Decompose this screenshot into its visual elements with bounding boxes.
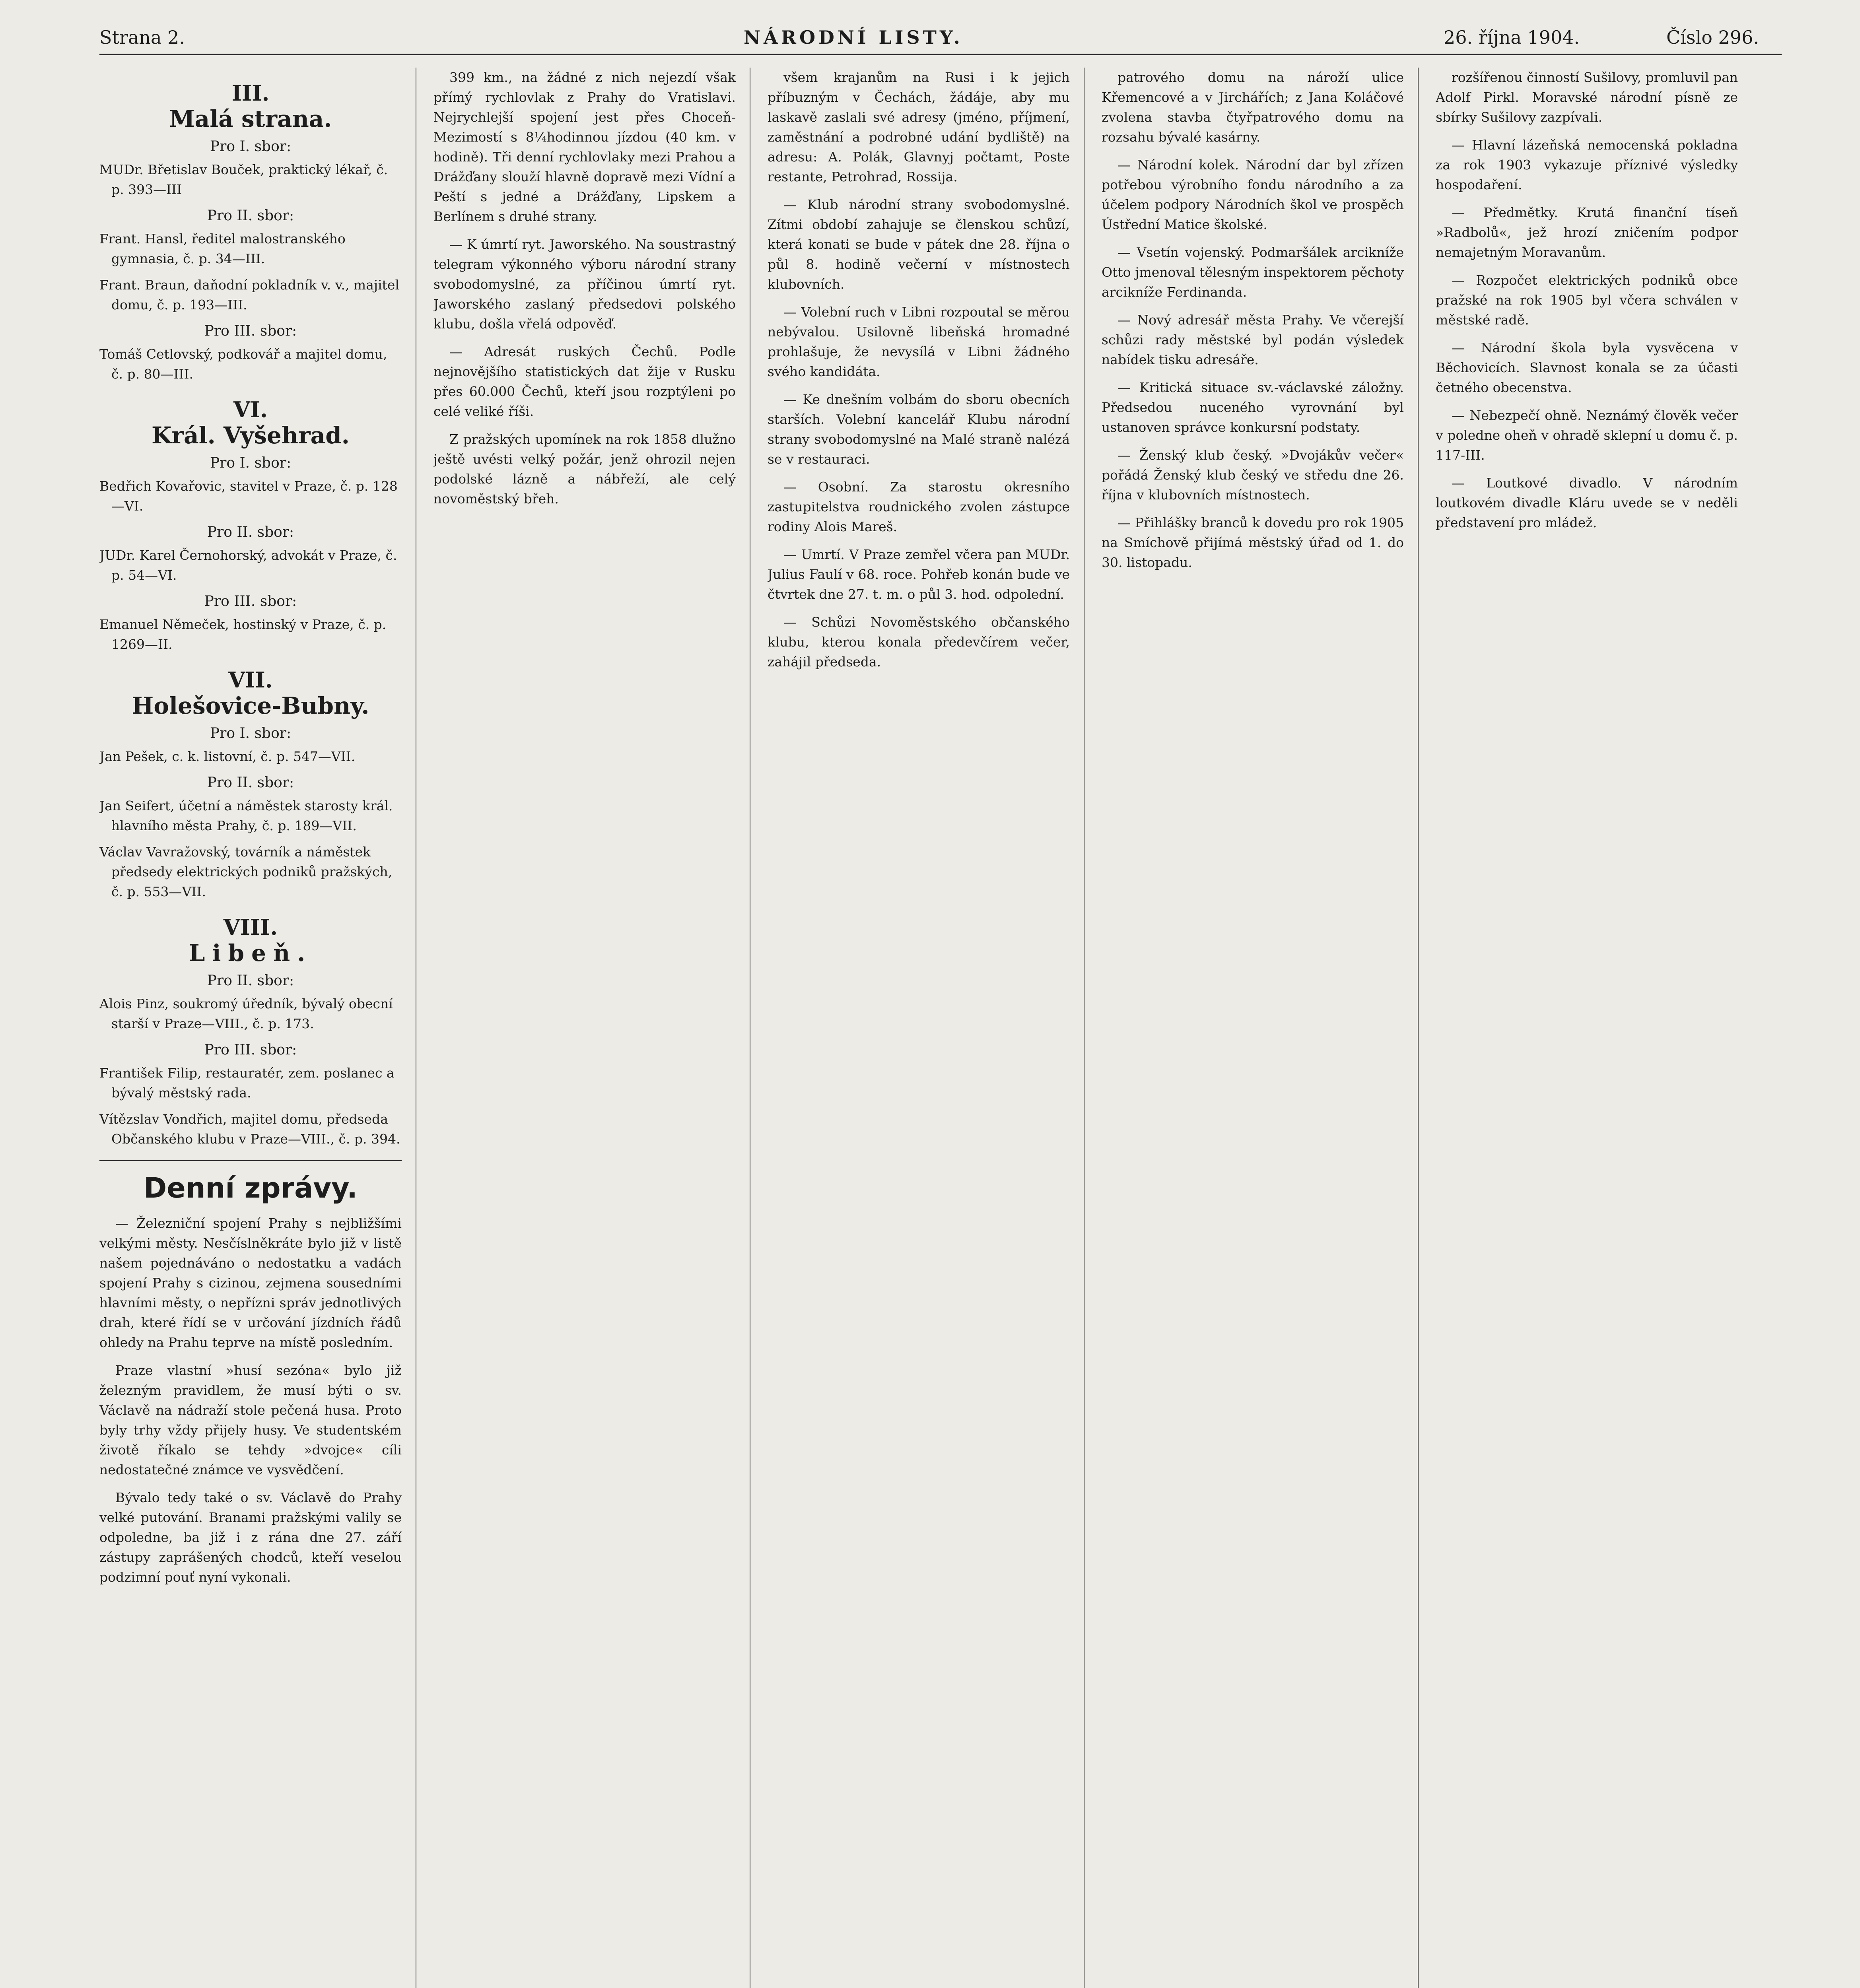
issue-date: 26. října 1904. [1444, 27, 1580, 48]
candidate-entry: Emanuel Němeček, hostinský v Praze, č. p. 1269—II. [99, 617, 387, 652]
news-paragraph: — Klub národní strany svobodomyslné. Zítmi období zahajuje se členskou schůzí, která konati se bude v pátek dne 28. října o půl 8. hodině večerní v místnostech klubovních. [768, 197, 1070, 292]
news-paragraph: — Volební ruch v Libni rozpoutal se měrou nebývalou. Usilovně libeňská hromadné prohlašuje, že nevysílá v Libni žádného svého kandidáta. [768, 304, 1070, 379]
column-rule [1418, 68, 1419, 1988]
news-paragraph: — Umrtí. V Praze zemřel včera pan MUDr. Julius Faulí v 68. roce. Pohřeb konán bude ve čtvrtek dne 27. t. m. o půl 3. hod. odpolední. [768, 547, 1070, 602]
news-paragraph: — Národní kolek. Národní dar byl zřízen potřebou výrobního fondu národního a za účelem podpory Národních škol ve prospěch Ústřední Matice školské. [1102, 157, 1404, 232]
electoral-body-label: Pro II. sbor: [207, 524, 294, 540]
electoral-body-label: Pro II. sbor: [207, 973, 294, 989]
column-rule [1084, 68, 1085, 1988]
news-paragraph: — Národní škola byla vysvěcena v Běchovicích. Slavnost konala se za účasti četného obecenstva. [1436, 340, 1738, 395]
news-paragraph: — Předmětky. Krutá finanční tíseň »Radbolů«, jež hrozí zničením podpor nemajetným Moravanům. [1436, 205, 1738, 260]
news-paragraph: Z pražských upomínek na rok 1858 dlužno ještě uvésti velký požár, jenž ohrozil nejen podolské lázně a nábřeží, ale celý novoměstský břeh. [433, 431, 736, 507]
news-paragraph: — Železniční spojení Prahy s nejbližšími velkými městy. Nesčíslněkráte bylo již v listě našem pojednáváno o nedostatku a vadách spojení Prahy s cizinou, zejmena sousedními hlavními městy, o nepřízni správ jednotlivých drah, které řídí se v určování jízdních řádů ohledy na Prahu teprve na místě posledním. [99, 1215, 402, 1350]
district-numeral: VIII. [223, 914, 278, 940]
news-paragraph: patrového domu na nároží ulice Křemencové a v Jirchářích; z Jana Koláčové zvolena stavba čtyřpatrového domu na rozsahu bývalé kasárny. [1102, 70, 1404, 145]
section-title: Denní zprávy. [144, 1172, 358, 1204]
candidate-entry: Alois Pinz, soukromý úředník, bývalý obecní starší v Praze—VIII., č. p. 173. [99, 996, 393, 1031]
electoral-body-label: Pro III. sbor: [204, 1042, 297, 1058]
candidate-entry: Jan Seifert, účetní a náměstek starosty král. hlavního města Prahy, č. p. 189—VII. [99, 798, 393, 833]
newspaper-title: NÁRODNÍ LISTY. [744, 27, 963, 48]
district-numeral: III. [231, 80, 270, 106]
candidate-entry: Vítězslav Vondřich, majitel domu, předseda Občanského klubu v Praze—VIII., č. p. 394. [99, 1111, 400, 1147]
column-2 [433, 68, 736, 1988]
column-1 [99, 68, 402, 1988]
news-paragraph: všem krajanům na Rusi i k jejich příbuzným v Čechách, žádáje, aby mu laskavě zaslali své adresy (jméno, příjmení, zaměstnání a podrobné udání bydliště) na adresu: A. Polák, Glavnyj počtamt, Poste restante, Petrohrad, Rossija. [768, 70, 1070, 184]
election-candidates-list [99, 81, 402, 1149]
news-paragraph: — Nový adresář města Prahy. Ve včerejší schůzi rady městské byl podán výsledek nabídek tisku adresáře. [1102, 312, 1404, 367]
news-paragraph: — Přihlášky branců k dovedu pro rok 1905 na Smíchově přijímá městský úřad od 1. do 30. listopadu. [1102, 515, 1404, 570]
news-paragraph: — Nebezpečí ohně. Neznámý člověk večer v poledne oheň v ohradě sklepní u domu č. p. 117-III. [1436, 408, 1738, 463]
page-header [99, 22, 1782, 55]
electoral-body-label: Pro III. sbor: [204, 593, 297, 610]
news-paragraph: rozšířenou činností Sušilovy, promluvil pan Adolf Pirkl. Moravské národní písně ze sbírky Sušilovy zazpívali. [1436, 70, 1738, 125]
issue-number: Číslo 296. [1666, 27, 1759, 48]
news-paragraph: — Adresát ruských Čechů. Podle nejnovějšího statistických dat žije v Rusku přes 60.000 Čechů, kteří jsou rozptýleni po celé veliké říši. [433, 344, 736, 419]
column-3 [768, 68, 1070, 1988]
candidate-entry: JUDr. Karel Černohorský, advokát v Praze, č. p. 54—VI. [99, 547, 397, 583]
news-paragraph: — Schůzi Novoměstského občanského klubu, kterou konala předevčírem večer, zahájil předseda. [768, 614, 1070, 670]
news-paragraph: — Rozpočet elektrických podniků obce pražské na rok 1905 byl včera schválen v městské radě. [1436, 272, 1738, 328]
column-3-paragraphs [768, 68, 1070, 672]
candidate-entry: MUDr. Břetislav Bouček, praktický lékař, č. p. 393—III [99, 162, 388, 197]
column-1-paragraphs [99, 1213, 402, 1587]
electoral-body-label: Pro II. sbor: [207, 775, 294, 791]
district-name: Král. Vyšehrad. [152, 422, 350, 449]
electoral-body-label: Pro I. sbor: [210, 455, 292, 471]
district-numeral: VII. [228, 667, 273, 693]
column-4 [1102, 68, 1404, 1988]
candidate-entry: Jan Pešek, c. k. listovní, č. p. 547—VII. [99, 749, 356, 764]
candidate-entry: František Filip, restauratér, zem. poslanec a bývalý městský rada. [99, 1065, 395, 1101]
candidate-entry: Václav Vavražovský, továrník a náměstek předsedy elektrických podniků pražských, č. p. 553—VII. [99, 844, 393, 899]
page-number: Strana 2. [99, 27, 185, 48]
candidate-entry: Frant. Hansl, ředitel malostranského gymnasia, č. p. 34—III. [99, 231, 346, 266]
news-paragraph: 399 km., na žádné z nich nejezdí však přímý rychlovlak z Prahy do Vratislavi. Nejrychlejší spojení jest přes Choceň-Mezimostí s 8¼hodinnou jízdou (40 km. v hodině). Tři denní rychlovlaky mezi Prahou a Drážďany slouží hlavně dopravě mezi Vídní a Peští s jedné a Drážďany, Lipskem a Berlínem s druhé strany. [433, 70, 736, 224]
news-paragraph: — Loutkové divadlo. V národním loutkovém divadle Kláru uvede se v neděli představení pro mládež. [1436, 475, 1738, 530]
district-numeral: VI. [233, 397, 268, 422]
news-paragraph: Praze vlastní »husí sezóna« bylo již železným pravidlem, že musí býti o sv. Václavě na nádraží stole pečená husa. Proto byly trhy vždy přijely husy. Ve studentském životě říkalo se tehdy »dvojce« cíli nedostatečné známce ve vysvědčení. [99, 1363, 402, 1477]
district-name: Libeň. [189, 940, 313, 967]
electoral-body-label: Pro I. sbor: [210, 725, 292, 742]
news-paragraph: — Vsetín vojenský. Podmaršálek arcikníže Otto jmenoval tělesným inspektorem pěchoty arcikníže Ferdinanda. [1102, 245, 1404, 300]
section-divider [99, 1160, 402, 1161]
candidate-entry: Tomáš Cetlovský, podkovář a majitel domu, č. p. 80—III. [99, 346, 387, 382]
column-4-paragraphs [1102, 68, 1404, 573]
district-name: Holešovice-Bubny. [132, 692, 369, 719]
news-paragraph: — K úmrtí ryt. Jaworského. Na soustrastný telegram výkonného výboru národní strany svobodomyslné, za příčinou úmrtí ryt. Jaworského zaslaný předsedovi polského klubu, došla vřelá odpověď. [433, 237, 736, 332]
candidate-entry: Bedřich Kovařovic, stavitel v Praze, č. p. 128—VI. [99, 478, 398, 514]
candidate-entry: Frant. Braun, daňodní pokladník v. v., majitel domu, č. p. 193—III. [99, 277, 400, 313]
news-paragraph: Bývalo tedy také o sv. Václavě do Prahy velké putování. Branami pražskými valily se odpoledne, ba již i z rána dne 27. září zástupy zaprášených chodců, kteří veselou podzimní pouť nyní vykonali. [99, 1490, 402, 1585]
news-paragraph: — Hlavní lázeňská nemocenská pokladna za rok 1903 vykazuje příznivé výsledky hospodaření. [1436, 137, 1738, 192]
news-paragraph: — Ženský klub český. »Dvojákův večer« pořádá Ženský klub český ve středu dne 26. října v klubovních místnostech. [1102, 447, 1404, 503]
news-paragraph: — Ke dnešním volbám do sboru obecních starších. Volební kancelář Klubu národní strany svobodomyslné na Malé straně nalézá se v restauraci. [768, 392, 1070, 467]
district-name: Malá strana. [169, 105, 332, 132]
news-paragraph: — Osobní. Za starostu okresního zastupitelstva roudnického zvolen zástupce rodiny Alois Mareš. [768, 479, 1070, 534]
electoral-body-label: Pro I. sbor: [210, 138, 292, 155]
news-paragraph: — Kritická situace sv.-václavské záložny. Předsedou nuceného vyrovnání byl ustanoven správce konkursní podstaty. [1102, 380, 1404, 435]
electoral-body-label: Pro III. sbor: [204, 323, 297, 339]
electoral-body-label: Pro II. sbor: [207, 208, 294, 224]
column-2-paragraphs [433, 68, 736, 509]
column-5-paragraphs [1436, 68, 1738, 533]
column-5 [1436, 68, 1738, 1988]
